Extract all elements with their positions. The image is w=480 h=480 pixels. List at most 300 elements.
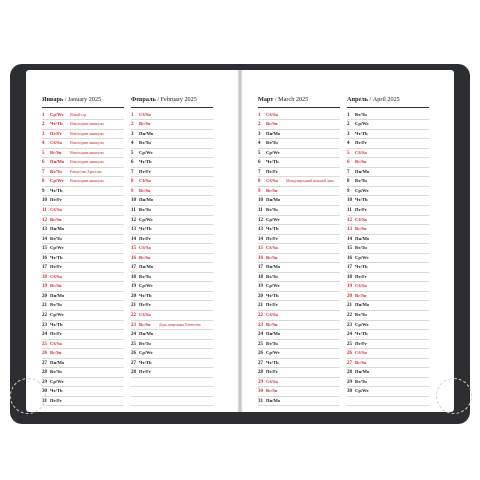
day-number: 2 (347, 122, 350, 128)
weekday-label: Сб/Sa (139, 311, 151, 317)
day-row[interactable] (258, 387, 340, 397)
day-row[interactable] (258, 149, 340, 159)
day-row[interactable] (347, 311, 429, 321)
weekday-label: Пн/Mo (355, 168, 370, 174)
weekday-label: Пн/Mo (139, 130, 154, 136)
day-number: 3 (258, 131, 261, 137)
day-number: 8 (131, 179, 134, 185)
weekday-label: Пн/Mo (50, 226, 65, 232)
weekday-label: Вс/Su (266, 121, 278, 127)
day-row[interactable] (131, 139, 213, 149)
empty-row (347, 397, 429, 407)
day-number: 7 (258, 169, 261, 175)
day-number: 1 (131, 112, 134, 118)
weekday-label: Чт/Th (266, 359, 279, 365)
weekday-label: Вт/Tu (266, 206, 278, 212)
day-number: 1 (42, 112, 45, 118)
day-row[interactable] (42, 235, 124, 245)
day-row[interactable] (42, 301, 124, 311)
day-row[interactable] (131, 311, 213, 321)
weekday-label: Сб/Sa (50, 273, 62, 279)
day-number: 7 (42, 169, 45, 175)
weekday-label: Вс/Su (50, 350, 62, 356)
weekday-label: Чт/Th (355, 264, 368, 270)
day-row[interactable] (42, 206, 124, 216)
planner-spine (237, 70, 243, 412)
day-number: 23 (42, 322, 47, 328)
day-row[interactable] (347, 177, 429, 187)
day-number: 28 (131, 370, 136, 376)
day-number: 8 (42, 179, 45, 185)
month-name-en: February 2025 (160, 96, 197, 103)
day-number: 2 (258, 122, 261, 128)
day-row[interactable] (347, 368, 429, 378)
weekday-label: Пт/Fr (50, 331, 62, 337)
day-row[interactable] (258, 301, 340, 311)
day-number: 12 (131, 217, 136, 223)
day-row[interactable] (258, 120, 340, 130)
day-row[interactable] (258, 196, 340, 206)
day-row[interactable] (258, 216, 340, 226)
day-number: 27 (258, 360, 263, 366)
weekday-label: Вс/Su (50, 283, 62, 289)
weekday-label: Сб/Sa (139, 245, 151, 251)
day-number: 2 (42, 122, 45, 128)
day-number: 15 (131, 246, 136, 252)
day-row[interactable] (347, 263, 429, 273)
day-row[interactable] (42, 149, 124, 159)
day-row[interactable] (347, 225, 429, 235)
day-number: 27 (347, 360, 352, 366)
day-row[interactable] (347, 187, 429, 197)
weekday-label: Пт/Fr (139, 369, 151, 375)
day-row[interactable] (347, 216, 429, 226)
day-number: 20 (258, 293, 263, 299)
day-row[interactable] (131, 216, 213, 226)
weekday-label: Ср/We (266, 283, 280, 289)
day-row[interactable] (258, 397, 340, 407)
day-number: 19 (258, 284, 263, 290)
day-number: 26 (347, 351, 352, 357)
day-row[interactable] (258, 359, 340, 369)
weekday-label: Пн/Mo (266, 197, 281, 203)
day-row[interactable] (42, 158, 124, 168)
day-row[interactable] (258, 321, 340, 331)
day-row[interactable] (258, 330, 340, 340)
weekday-label: Вс/Su (355, 226, 367, 232)
weekday-label: Вс/Su (355, 159, 367, 165)
day-row[interactable] (258, 368, 340, 378)
day-row[interactable] (347, 235, 429, 245)
day-row[interactable] (347, 359, 429, 369)
day-number: 4 (258, 141, 261, 147)
holiday-note: Рождество Христово (70, 169, 102, 174)
empty-row (131, 397, 213, 407)
day-number: 26 (131, 351, 136, 357)
weekday-label: Пт/Fr (139, 235, 151, 241)
day-row[interactable] (42, 321, 124, 331)
day-row[interactable] (131, 301, 213, 311)
day-row[interactable] (258, 130, 340, 140)
day-row[interactable] (258, 225, 340, 235)
day-number: 26 (42, 351, 47, 357)
weekday-label: Вс/Su (266, 388, 278, 394)
day-number: 10 (42, 198, 47, 204)
weekday-label: Пн/Mo (266, 397, 281, 403)
holiday-note: Новогодние каникулы (70, 141, 104, 146)
day-number: 30 (258, 389, 263, 395)
weekday-label: Чт/Th (50, 187, 63, 193)
day-number: 26 (258, 351, 263, 357)
holiday-note: Новогодние каникулы (70, 179, 104, 184)
weekday-label: Ср/We (266, 149, 280, 155)
day-row[interactable] (347, 139, 429, 149)
day-number: 18 (131, 274, 136, 280)
day-number: 10 (131, 198, 136, 204)
day-row[interactable] (347, 340, 429, 350)
weekday-label: Ср/We (139, 350, 153, 356)
day-number: 30 (347, 389, 352, 395)
weekday-label: Вт/Tu (355, 311, 367, 317)
weekday-label: Вт/Tu (355, 178, 367, 184)
day-number: 15 (42, 246, 47, 252)
day-number: 19 (347, 284, 352, 290)
day-row[interactable] (131, 321, 213, 331)
day-row[interactable] (258, 292, 340, 302)
weekday-label: Сб/Sa (50, 206, 62, 212)
weekday-label: Пт/Fr (50, 264, 62, 270)
day-number: 14 (347, 236, 352, 242)
day-row[interactable] (258, 273, 340, 283)
day-row[interactable] (347, 349, 429, 359)
day-row[interactable] (347, 292, 429, 302)
day-number: 14 (131, 236, 136, 242)
day-number: 4 (347, 141, 350, 147)
day-row[interactable] (258, 158, 340, 168)
day-number: 17 (131, 265, 136, 271)
day-row[interactable] (258, 378, 340, 388)
weekday-label: Чт/Th (139, 292, 152, 298)
day-row[interactable] (347, 168, 429, 178)
day-row[interactable] (131, 187, 213, 197)
weekday-label: Пт/Fr (266, 168, 278, 174)
day-number: 21 (42, 303, 47, 309)
weekday-label: Пн/Mo (355, 369, 370, 375)
day-row[interactable] (258, 349, 340, 359)
day-row[interactable] (131, 359, 213, 369)
day-row[interactable] (131, 158, 213, 168)
weekday-label: Вт/Tu (50, 302, 62, 308)
day-number: 17 (258, 265, 263, 271)
weekday-label: Ср/We (139, 149, 153, 155)
day-number: 8 (258, 179, 261, 185)
day-row[interactable] (42, 168, 124, 178)
day-row[interactable] (131, 168, 213, 178)
day-row[interactable] (131, 282, 213, 292)
weekday-label: Вт/Tu (355, 111, 367, 117)
day-number: 31 (42, 398, 47, 404)
month-column-february (131, 96, 213, 406)
day-row[interactable] (131, 225, 213, 235)
day-row[interactable] (347, 244, 429, 254)
weekday-label: Вт/Tu (50, 235, 62, 241)
day-row[interactable] (347, 330, 429, 340)
weekday-label: Пт/Fr (50, 397, 62, 403)
weekday-label: Сб/Sa (266, 178, 278, 184)
day-row[interactable] (258, 282, 340, 292)
day-row[interactable] (42, 368, 124, 378)
day-number: 5 (42, 150, 45, 156)
weekday-label: Чт/Th (50, 321, 63, 327)
month-name-ru: Март (258, 96, 274, 103)
day-row[interactable] (42, 340, 124, 350)
weekday-label: Вс/Su (139, 321, 151, 327)
day-row[interactable] (42, 263, 124, 273)
day-row[interactable] (131, 196, 213, 206)
weekday-label: Чт/Th (266, 292, 279, 298)
holiday-note: Новогодние каникулы (70, 122, 104, 127)
weekday-label: Ср/We (355, 254, 369, 260)
day-row[interactable] (347, 254, 429, 264)
weekday-label: Ср/We (266, 216, 280, 222)
day-row[interactable] (131, 149, 213, 159)
weekday-label: Пн/Mo (139, 331, 154, 337)
day-number: 20 (131, 293, 136, 299)
weekday-label: Чт/Th (266, 226, 279, 232)
day-row[interactable] (258, 235, 340, 245)
weekday-label: Вс/Su (355, 292, 367, 298)
day-number: 9 (258, 188, 261, 194)
day-row[interactable] (42, 387, 124, 397)
month-name-ru: Февраль (131, 96, 156, 103)
weekday-label: Ср/We (50, 378, 64, 384)
empty-row (131, 387, 213, 397)
day-row[interactable] (258, 311, 340, 321)
day-row[interactable] (347, 158, 429, 168)
day-row[interactable] (258, 111, 340, 121)
day-number: 4 (42, 141, 45, 147)
day-number: 22 (258, 312, 263, 318)
weekday-label: Пт/Fr (355, 273, 367, 279)
day-row[interactable] (42, 225, 124, 235)
month-header: Март / March 2025 (258, 96, 340, 108)
day-row[interactable] (347, 301, 429, 311)
day-row[interactable] (42, 120, 124, 130)
day-row[interactable] (347, 111, 429, 121)
day-number: 21 (258, 303, 263, 309)
weekday-label: Чт/Th (355, 130, 368, 136)
holiday-note: Новогодние каникулы (70, 160, 104, 165)
weekday-label: Пт/Fr (266, 235, 278, 241)
weekday-label: Вт/Tu (50, 168, 62, 174)
weekday-label: Пн/Mo (139, 197, 154, 203)
day-number: 15 (347, 246, 352, 252)
day-number: 11 (258, 207, 263, 213)
day-row[interactable] (42, 397, 124, 407)
weekday-label: Пт/Fr (355, 206, 367, 212)
day-row[interactable] (347, 378, 429, 388)
weekday-label: Вс/Su (266, 254, 278, 260)
weekday-label: Вт/Tu (266, 340, 278, 346)
day-number: 12 (258, 217, 263, 223)
day-row[interactable] (258, 254, 340, 264)
day-number: 17 (347, 265, 352, 271)
day-number: 2 (131, 122, 134, 128)
day-number: 27 (42, 360, 47, 366)
day-row[interactable] (347, 387, 429, 397)
day-row[interactable] (42, 254, 124, 264)
day-row[interactable] (131, 206, 213, 216)
day-number: 20 (347, 293, 352, 299)
day-number: 9 (42, 188, 45, 194)
weekday-label: Сб/Sa (266, 378, 278, 384)
day-row[interactable] (131, 244, 213, 254)
day-number: 14 (258, 236, 263, 242)
weekday-label: Ср/We (355, 321, 369, 327)
weekday-label: Вт/Tu (355, 378, 367, 384)
day-row[interactable] (42, 273, 124, 283)
day-row[interactable] (42, 177, 124, 187)
day-row[interactable] (131, 368, 213, 378)
weekday-label: Пт/Fr (266, 369, 278, 375)
day-row[interactable] (258, 139, 340, 149)
day-row[interactable] (258, 244, 340, 254)
weekday-label: Вт/Tu (266, 140, 278, 146)
day-number: 23 (347, 322, 352, 328)
day-number: 23 (131, 322, 136, 328)
day-row[interactable] (42, 139, 124, 149)
weekday-label: Сб/Sa (139, 178, 151, 184)
weekday-label: Сб/Sa (50, 140, 62, 146)
weekday-label: Пн/Mo (50, 359, 65, 365)
weekday-label: Вс/Su (355, 359, 367, 365)
day-row[interactable] (42, 311, 124, 321)
day-number: 18 (347, 274, 352, 280)
day-number: 6 (347, 160, 350, 166)
weekday-label: Сб/Sa (266, 245, 278, 251)
day-number: 16 (131, 255, 136, 261)
weekday-label: Пт/Fr (139, 168, 151, 174)
day-row[interactable] (347, 321, 429, 331)
weekday-label: Сб/Sa (266, 311, 278, 317)
day-number: 10 (347, 198, 352, 204)
month-column-april (347, 96, 429, 406)
weekday-label: Чт/Th (50, 254, 63, 260)
weekday-label: Ср/We (355, 388, 369, 394)
day-number: 11 (347, 207, 352, 213)
day-row[interactable] (131, 130, 213, 140)
day-row[interactable] (258, 168, 340, 178)
day-row[interactable] (131, 330, 213, 340)
holiday-note: Новогодние каникулы (70, 131, 104, 136)
day-row[interactable] (347, 130, 429, 140)
day-row[interactable] (131, 349, 213, 359)
day-number: 24 (258, 332, 263, 338)
day-row[interactable] (347, 149, 429, 159)
day-number: 13 (347, 227, 352, 233)
day-row[interactable] (258, 177, 340, 187)
day-row[interactable] (131, 273, 213, 283)
day-row[interactable] (258, 263, 340, 273)
day-row[interactable] (42, 292, 124, 302)
day-row[interactable] (131, 235, 213, 245)
day-number: 11 (131, 207, 136, 213)
day-row[interactable] (42, 196, 124, 206)
day-number: 23 (258, 322, 263, 328)
weekday-label: Ср/We (50, 178, 64, 184)
day-number: 16 (258, 255, 263, 261)
day-row[interactable] (42, 130, 124, 140)
day-row[interactable] (42, 330, 124, 340)
day-row[interactable] (347, 273, 429, 283)
day-row[interactable] (347, 282, 429, 292)
day-row[interactable] (131, 292, 213, 302)
day-row[interactable] (347, 196, 429, 206)
day-row[interactable] (131, 177, 213, 187)
day-row[interactable] (42, 216, 124, 226)
day-number: 6 (131, 160, 134, 166)
day-number: 19 (42, 284, 47, 290)
day-row[interactable] (42, 282, 124, 292)
weekday-label: Пн/Mo (139, 264, 154, 270)
day-row[interactable] (347, 120, 429, 130)
weekday-label: Вт/Tu (139, 206, 151, 212)
day-row[interactable] (131, 263, 213, 273)
day-row[interactable] (258, 340, 340, 350)
day-number: 6 (42, 160, 45, 166)
day-number: 1 (258, 112, 261, 118)
weekday-label: Вс/Su (139, 121, 151, 127)
day-row[interactable] (42, 187, 124, 197)
day-row[interactable] (42, 111, 124, 121)
weekday-label: Ср/We (266, 350, 280, 356)
day-number: 28 (347, 370, 352, 376)
day-row[interactable] (42, 244, 124, 254)
weekday-label: Вс/Su (139, 187, 151, 193)
day-number: 5 (131, 150, 134, 156)
day-number: 7 (131, 169, 134, 175)
day-row[interactable] (347, 206, 429, 216)
weekday-label: Сб/Sa (139, 111, 151, 117)
day-row[interactable] (42, 359, 124, 369)
weekday-label: Пн/Mo (355, 235, 370, 241)
day-number: 22 (347, 312, 352, 318)
day-number: 18 (258, 274, 263, 280)
day-number: 13 (258, 227, 263, 233)
day-row[interactable] (131, 111, 213, 121)
day-row[interactable] (258, 206, 340, 216)
day-number: 25 (42, 341, 47, 347)
month-name-ru: Апрель (347, 96, 368, 103)
day-row[interactable] (42, 349, 124, 359)
weekday-label: Пн/Mo (266, 264, 281, 270)
day-row[interactable] (131, 120, 213, 130)
weekday-label: Пт/Fr (139, 302, 151, 308)
day-row[interactable] (258, 187, 340, 197)
weekday-label: Вт/Tu (266, 273, 278, 279)
day-number: 13 (42, 227, 47, 233)
day-row[interactable] (131, 254, 213, 264)
weekday-label: Чт/Th (139, 359, 152, 365)
day-row[interactable] (42, 378, 124, 388)
weekday-label: Пн/Mo (266, 130, 281, 136)
month-column-january (42, 96, 124, 406)
weekday-label: Сб/Sa (50, 340, 62, 346)
weekday-label: Вт/Tu (139, 340, 151, 346)
day-row[interactable] (131, 340, 213, 350)
day-number: 5 (258, 150, 261, 156)
weekday-label: Сб/Sa (266, 111, 278, 117)
